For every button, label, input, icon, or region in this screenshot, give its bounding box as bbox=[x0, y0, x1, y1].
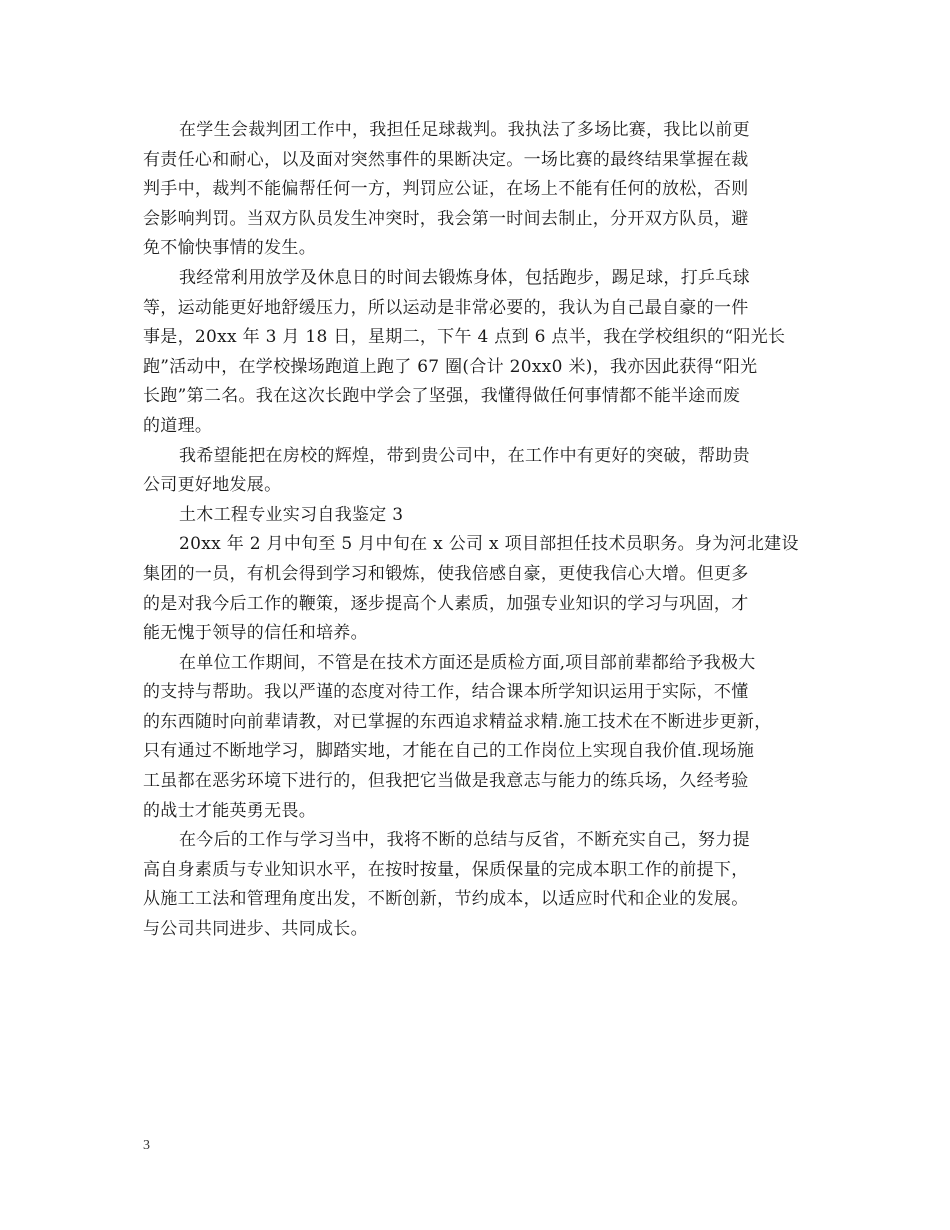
text-line: 20xx 年 2 月中旬至 5 月中旬在 x 公司 x 项目部担任技术员职务。身为河北建设 bbox=[179, 534, 799, 555]
paragraph-exercise bbox=[143, 264, 813, 442]
text-line: 高自身素质与专业知识水平，在按时按量，保质保量的完成本职工作的前提下， bbox=[143, 859, 749, 880]
text-line: 的道理。 bbox=[143, 415, 213, 436]
text-line: 免不愉快事情的发生。 bbox=[143, 238, 316, 259]
section-heading: 土木工程专业实习自我鉴定 3 bbox=[179, 504, 404, 525]
text-line: 长跑”第二名。我在这次长跑中学会了坚强，我懂得做任何事情都不能半途而废 bbox=[143, 386, 741, 407]
text-line: 在单位工作期间，不管是在技术方面还是质检方面,项目部前辈都给予我极大 bbox=[179, 652, 756, 673]
text-line: 的东西随时向前辈请教，对已掌握的东西追求精益求精.施工技术在不断进步更新， bbox=[143, 711, 772, 732]
text-line: 事是，20xx 年 3 月 18 日，星期二，下午 4 点到 6 点半，我在学校组织的“阳光长 bbox=[143, 327, 786, 348]
paragraph-hope bbox=[143, 442, 813, 501]
text-line: 工虽都在恶劣环境下进行的，但我把它当做是我意志与能力的练兵场，久经考验 bbox=[143, 771, 749, 792]
paragraph-work-period bbox=[143, 649, 813, 827]
page-number: 3 bbox=[143, 1138, 150, 1153]
text-line: 我希望能把在房校的辉煌，带到贵公司中，在工作中有更好的突破，帮助贵 bbox=[179, 445, 750, 466]
text-line: 判手中，裁判不能偏帮任何一方，判罚应公证，在场上不能有任何的放松，否则 bbox=[143, 179, 749, 200]
text-line: 在学生会裁判团工作中，我担任足球裁判。我执法了多场比赛，我比以前更 bbox=[179, 120, 750, 140]
text-line: 有责任心和耐心，以及面对突然事件的果断决定。一场比赛的最终结果掌握在裁 bbox=[143, 149, 749, 170]
text-line: 只有通过不断地学习，脚踏实地，才能在自己的工作岗位上实现自我价值.现场施 bbox=[143, 741, 755, 762]
text-line: 在今后的工作与学习当中，我将不断的总结与反省，不断充实自己，努力提 bbox=[179, 830, 750, 851]
text-line: 会影响判罚。当双方队员发生冲突时，我会第一时间去制止，分开双方队员，避 bbox=[143, 208, 749, 229]
text-line: 跑”活动中，在学校操场跑道上跑了 67 圈(合计 20xx0 米)，我亦因此获得“阳光 bbox=[143, 356, 758, 377]
text-line: 与公司共同进步、共同成长。 bbox=[143, 919, 368, 940]
text-line: 的是对我今后工作的鞭策，逐步提高个人素质，加强专业知识的学习与巩固，才 bbox=[143, 593, 749, 614]
text-line: 从施工工法和管理角度出发，不断创新，节约成本，以适应时代和企业的发展。 bbox=[143, 889, 749, 910]
paragraph-future bbox=[143, 826, 813, 944]
text-line: 的战士才能英勇无畏。 bbox=[143, 800, 316, 821]
text-line: 我经常利用放学及休息日的时间去锻炼身体，包括跑步，踢足球，打乒乓球 bbox=[179, 267, 750, 288]
text-line: 的支持与帮助。我以严谨的态度对待工作，结合课本所学知识运用于实际，不懂 bbox=[143, 682, 749, 703]
document-body bbox=[143, 116, 813, 945]
paragraph-referee-work bbox=[143, 116, 813, 264]
text-line: 集团的一员，有机会得到学习和锻炼，使我倍感自豪，更使我信心大增。但更多 bbox=[143, 563, 749, 584]
text-line: 公司更好地发展。 bbox=[143, 475, 282, 496]
paragraph-internship-intro bbox=[143, 530, 813, 648]
text-line: 能无愧于领导的信任和培养。 bbox=[143, 623, 368, 644]
text-line: 等，运动能更好地舒缓压力，所以运动是非常必要的，我认为自己最自豪的一件 bbox=[143, 297, 749, 318]
